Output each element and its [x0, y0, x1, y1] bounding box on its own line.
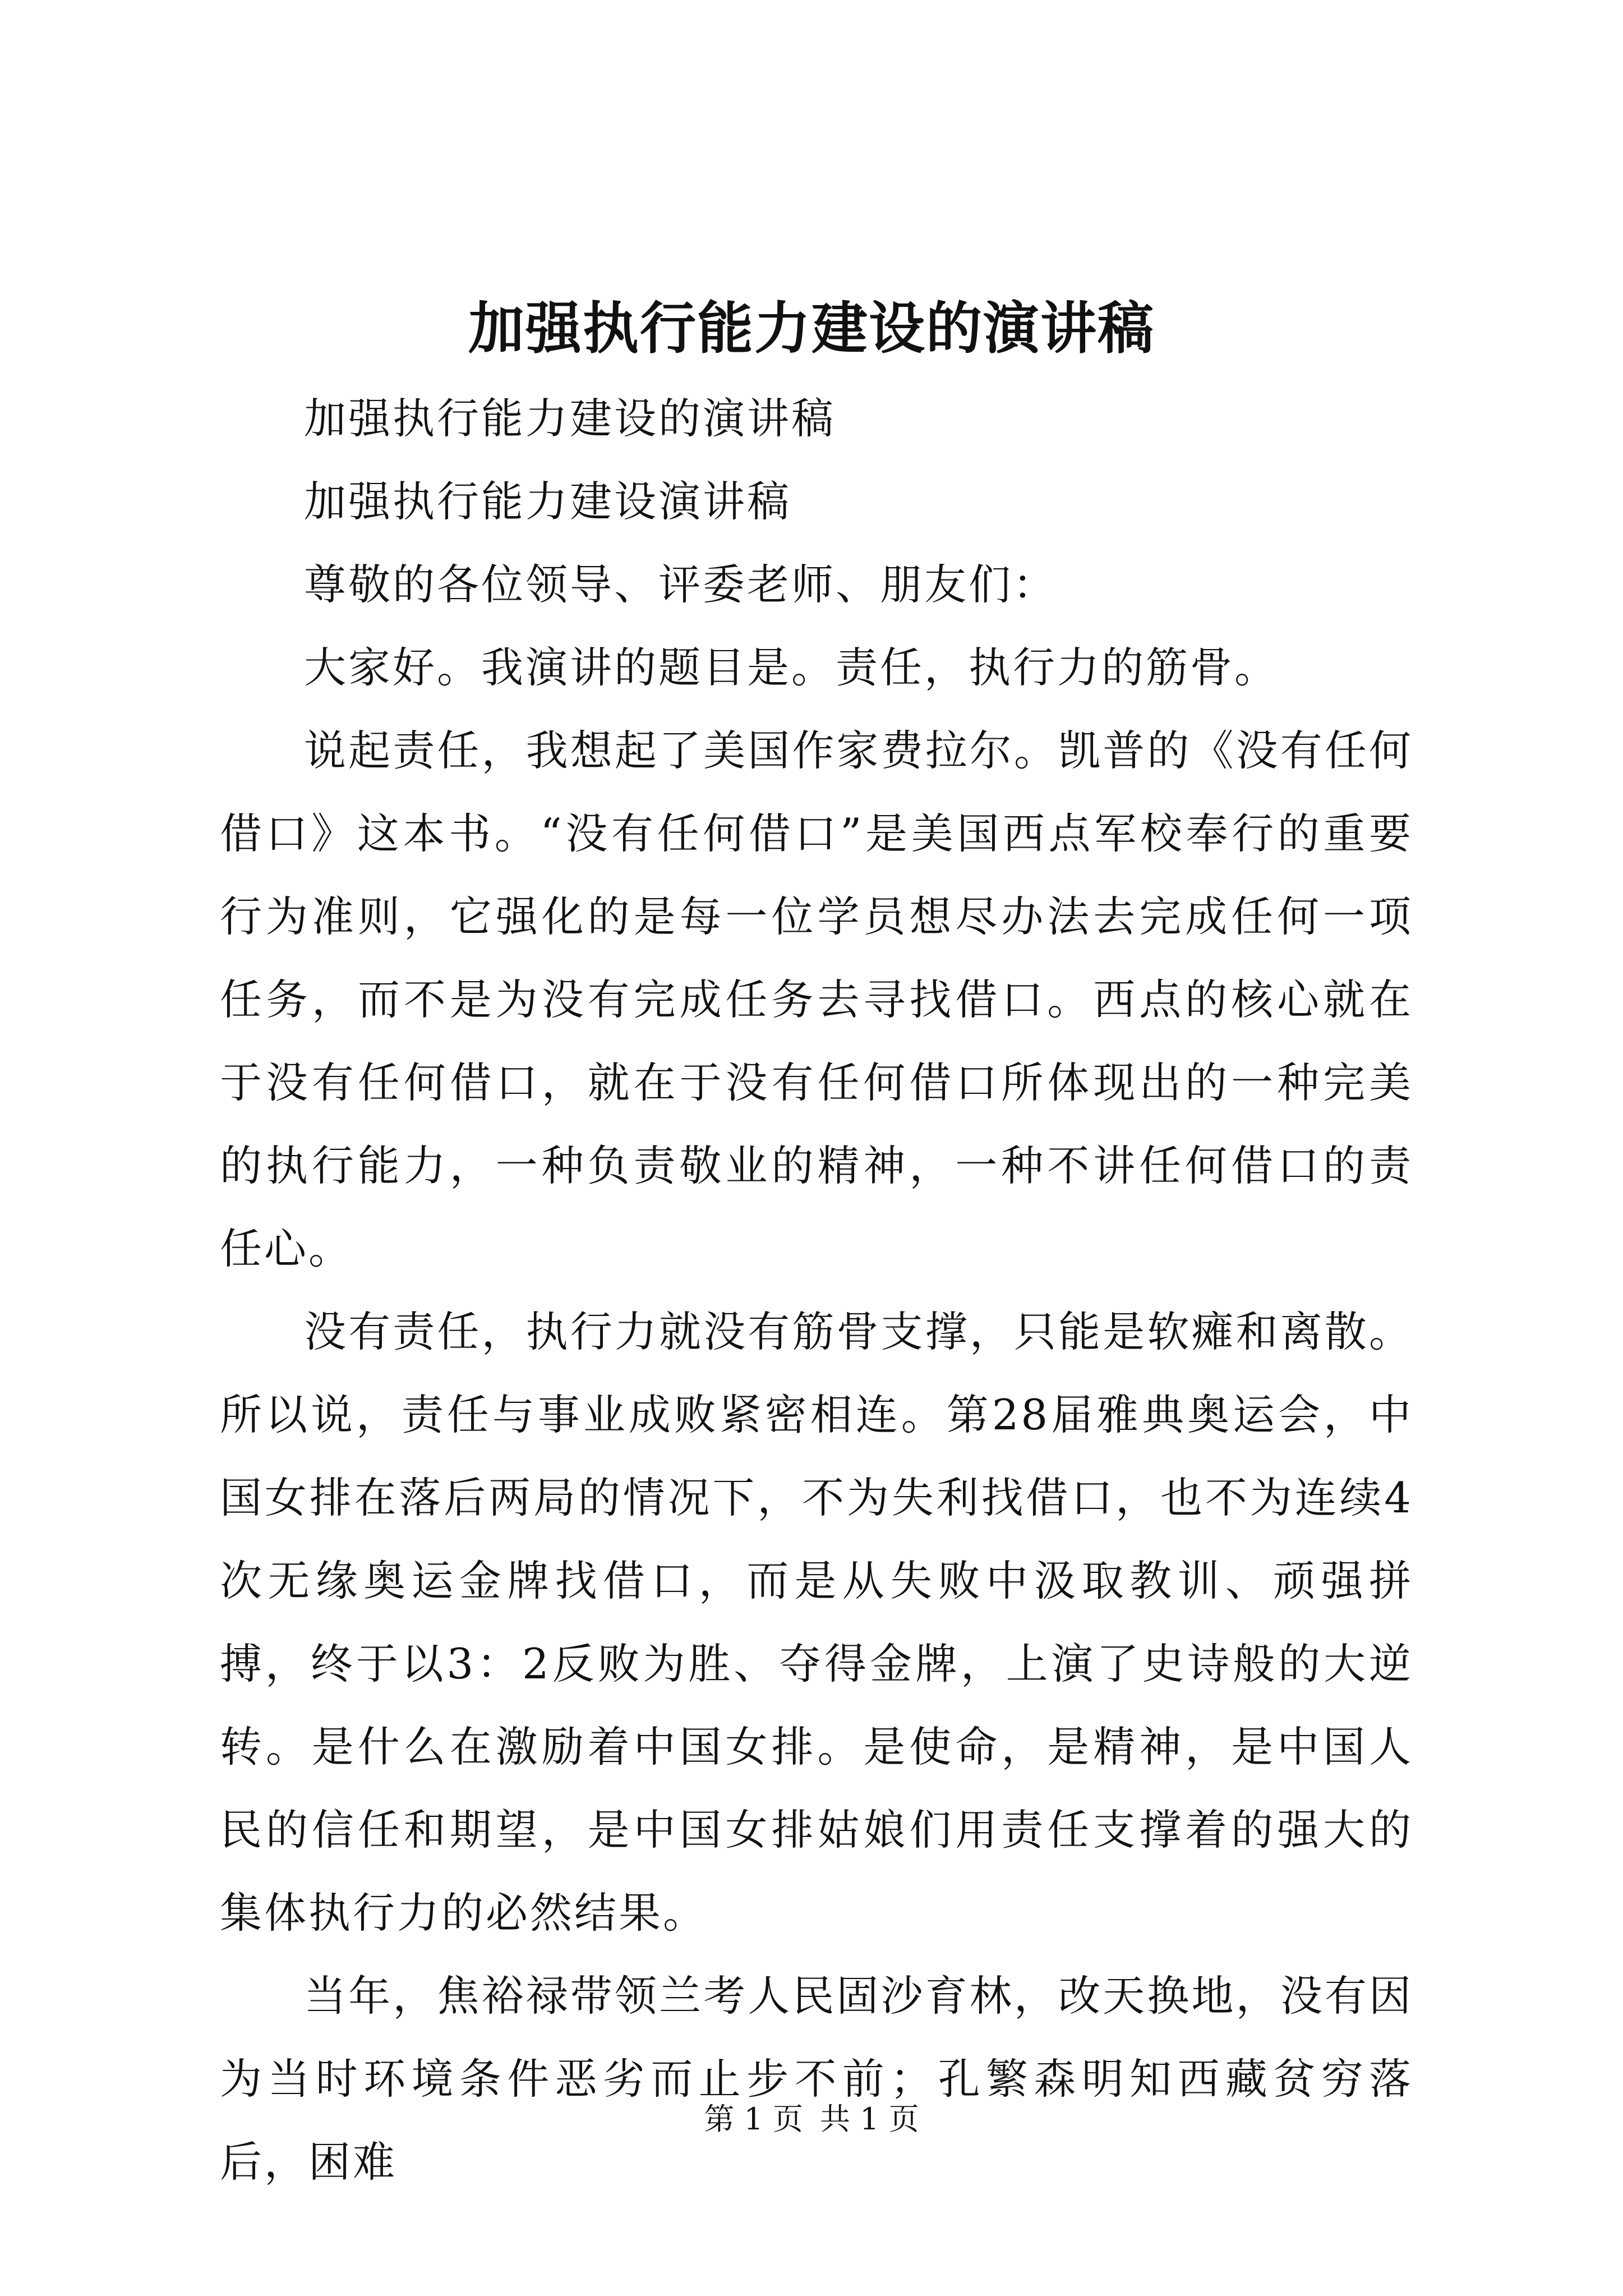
paragraph-body-3: 当年，焦裕禄带领兰考人民固沙育林，改天换地，没有因为当时环境条件恶劣而止步不前；孔繁森明知西藏贫穷落后，困难	[220, 1971, 1413, 2187]
document-title: 加强执行能力建设的演讲稿	[468, 295, 1155, 361]
page-number: 第 1 页	[704, 2101, 803, 2137]
paragraph-subtitle-1: 加强执行能力建设的演讲稿	[304, 394, 836, 443]
page-total: 共 1 页	[820, 2101, 919, 2137]
paragraph-salutation: 尊敬的各位领导、评委老师、朋友们：	[304, 560, 1058, 609]
paragraph-subtitle-2: 加强执行能力建设演讲稿	[304, 477, 792, 526]
page-footer	[0, 2097, 1623, 2142]
paragraph-body-1: 说起责任，我想起了美国作家费拉尔。凯普的《没有任何借口》这本书。“没有任何借口”是美国西点军校奉行的重要行为准则，它强化的是每一位学员想尽办法去完成任何一项任务，而不是为没有完成任务去寻找借口。西点的核心就在于没有任何借口，就在于没有任何借口所体现出的一种完美的执行能力，一种负责敬业的精神，一种不讲任何借口的责任心。	[220, 726, 1413, 1273]
document-body	[220, 377, 1413, 2203]
paragraph-greeting: 大家好。我演讲的题目是。责任，执行力的筋骨。	[304, 643, 1279, 692]
paragraph-body-2: 没有责任，执行力就没有筋骨支撑，只能是软瘫和离散。所以说，责任与事业成败紧密相连。第28届雅典奥运会，中国女排在落后两局的情况下，不为失利找借口，也不为连续4次无缘奥运金牌找借口，而是从失败中汲取教训、顽强拼搏，终于以3：2反败为胜、夺得金牌，上演了史诗般的大逆转。是什么在激励着中国女排。是使命，是精神，是中国人民的信任和期望，是中国女排姑娘们用责任支撑着的强大的集体执行力的必然结果。	[220, 1307, 1413, 1938]
